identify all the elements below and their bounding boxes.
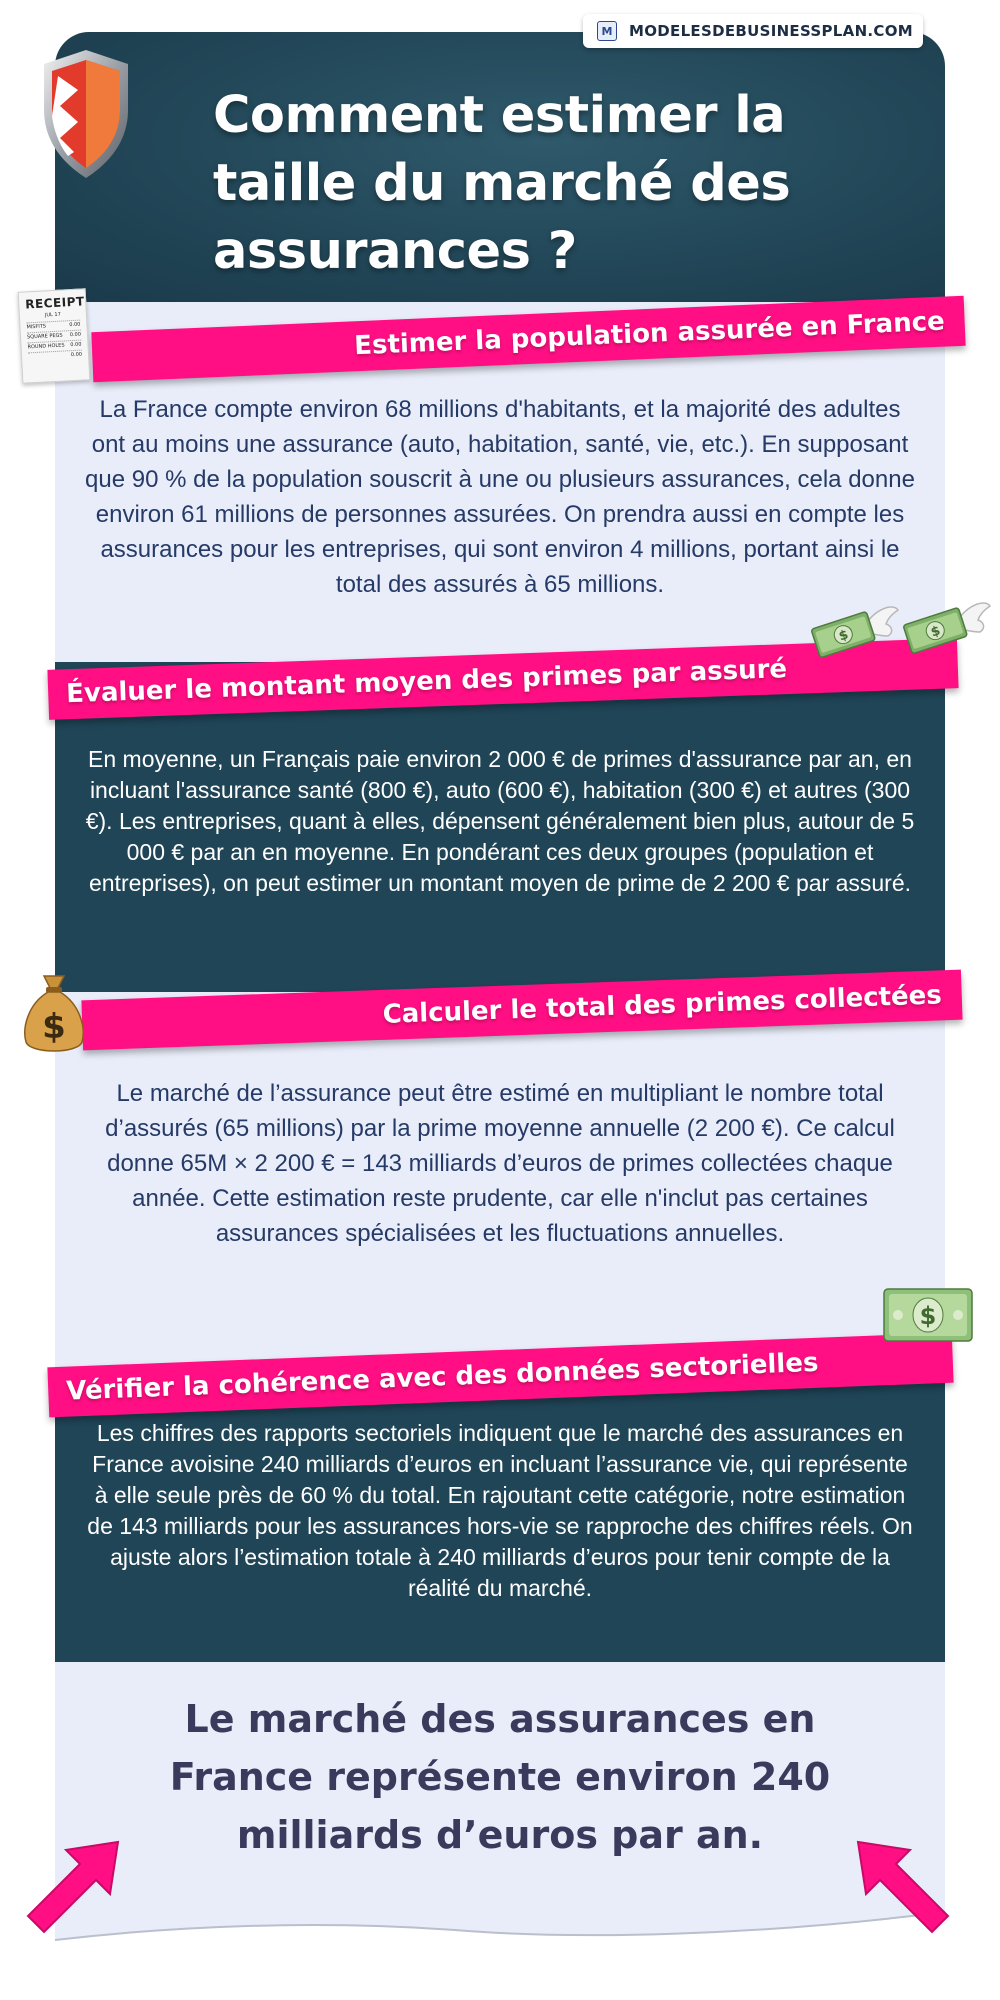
section-2-text: En moyenne, un Français paie environ 2 000 € de primes d'assurance par an, en incluant l'assurance santé (800 €), auto (600 €), habitation (300 €) et autres (300 €). Les entreprises, quant à elles, dépensent généralement bien plus, autour de 5 000 € par an en moyenne. En pondérant ces deux groupes (population et entreprises), on peut estimer un montant moyen de prime de 2 200 € par assuré. xyxy=(85,746,915,896)
receipt-line-value: 0.00 xyxy=(69,331,82,339)
receipt-title: RECEIPT xyxy=(24,294,85,312)
shield-icon xyxy=(38,46,134,182)
section-4-text: Les chiffres des rapports sectoriels indiquent que le marché des assurances en France avoisine 240 milliards d’euros en incluant l’assurance vie, qui représente à elle seule près de 60 % du total. En rajoutant cette catégorie, notre estimation de 143 milliards pour les assurances hors-vie se rapproche des chiffres réels. On ajuste alors l’estimation totale à 240 milliards d’euros pour tenir compte de la réalité du marché. xyxy=(87,1420,913,1601)
svg-text:$: $ xyxy=(919,1302,937,1330)
receipt-icon xyxy=(18,288,91,383)
svg-text:$: $ xyxy=(929,623,943,641)
conclusion-text: Le marché des assurances en France représente environ 240 milliards d’euros par an. xyxy=(169,1697,831,1857)
section-4-panel xyxy=(55,1372,945,1662)
brand-logo-icon: M xyxy=(597,21,617,41)
receipt-line-label: MISFITS xyxy=(26,323,47,331)
section-3-panel xyxy=(55,992,945,1372)
receipt-line-value: 0.00 xyxy=(70,351,83,359)
conclusion-wave-edge xyxy=(55,1900,945,1942)
brand-name: MODELESDEBUSINESSPLAN.COM xyxy=(629,22,914,40)
section-1-heading: Estimer la population assurée en France xyxy=(91,296,965,383)
money-with-wings-icon xyxy=(808,596,900,668)
section-4-heading: Vérifier la cohérence avec des données sectorielles xyxy=(47,1333,953,1418)
svg-text:$: $ xyxy=(42,1007,66,1047)
money-with-wings-icon xyxy=(900,592,992,664)
arrow-icon xyxy=(826,1818,966,1938)
money-bag-icon xyxy=(18,970,90,1060)
page-title: Comment estimer la taille du marché des assurances ? xyxy=(213,86,791,281)
section-2-heading: Évaluer le montant moyen des primes par assuré xyxy=(47,638,958,720)
receipt-line-label: ROUND HOLES xyxy=(27,342,65,351)
receipt-date: JUL 17 xyxy=(44,311,61,319)
section-3-text: Le marché de l’assurance peut être estimé en multipliant le nombre total d’assurés (65 millions) par la prime moyenne annuelle (2 200 €). Ce calcul donne 65M × 2 200 € = 143 milliards d’euros de primes collectées chaque année. Cette estimation reste prudente, car elle n'inclut pas certaines assurances spécialisées et les fluctuations annuelles. xyxy=(105,1080,895,1247)
section-1-text: La France compte environ 68 millions d'habitants, et la majorité des adultes ont au moins une assurance (auto, habitation, santé, vie, etc.). En supposant que 90 % de la population souscrit à une ou plusieurs assurances, cela donne environ 61 millions de personnes assurées. On prendra aussi en compte les assurances pour les entreprises, qui sont environ 4 millions, portant ainsi le total des assurés à 65 millions. xyxy=(85,396,915,598)
receipt-line-value: 0.00 xyxy=(69,321,81,329)
section-3-heading: Calculer le total des primes collectées xyxy=(81,970,962,1051)
conclusion-panel xyxy=(55,1662,945,1907)
arrow-icon xyxy=(10,1818,130,1938)
svg-text:$: $ xyxy=(837,627,851,645)
brand-badge[interactable] xyxy=(583,14,923,48)
receipt-line-value: 0.00 xyxy=(70,341,82,349)
dollar-bill-icon xyxy=(882,1283,976,1347)
receipt-line-label: SQUARE PEGS xyxy=(26,332,63,341)
